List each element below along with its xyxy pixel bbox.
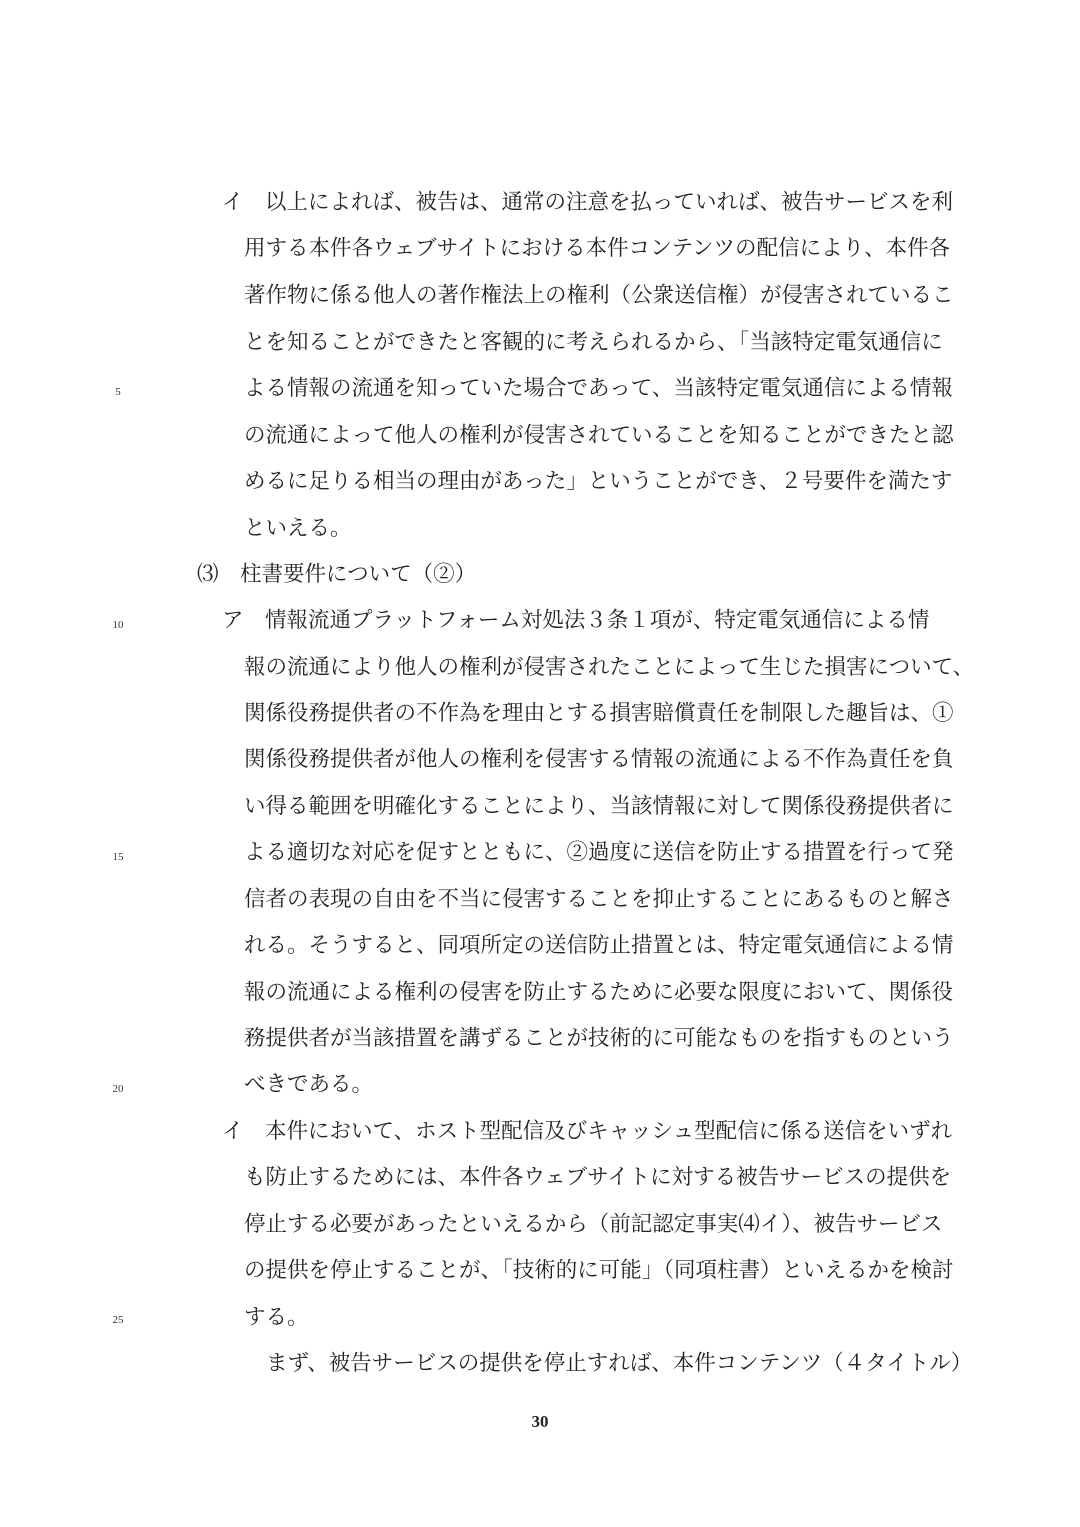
body-line: の流通によって他人の権利が侵害されていることを知ることができたと認: [244, 423, 954, 448]
body-line: い得る範囲を明確化することにより、当該情報に対して関係役務提供者に: [244, 794, 954, 819]
body-line: 務提供者が当該措置を講ずることが技術的に可能なものを指すものという: [244, 1026, 954, 1051]
body-line: 信者の表現の自由を不当に侵害することを抑止することにあるものと解さ: [244, 887, 954, 912]
body-line: 関係役務提供者が他人の権利を侵害する情報の流通による不作為責任を負: [244, 747, 954, 772]
body-line: れる。そうすると、同項所定の送信防止措置とは、特定電気通信による情: [244, 933, 954, 958]
body-line: する。: [244, 1305, 309, 1330]
body-line: ア 情報流通プラットフォーム対処法３条１項が、特定電気通信による情: [222, 608, 930, 633]
body-line: 報の流通により他人の権利が侵害されたことによって生じた損害について、: [244, 655, 975, 680]
page-number: 30: [531, 1412, 549, 1431]
body-line: も防止するためには、本件各ウェブサイトに対する被告サービスの提供を: [244, 1165, 952, 1190]
body-line: めるに足りる相当の理由があった」ということができ、２号要件を満たす: [244, 469, 953, 494]
body-line: 著作物に係る他人の著作権法上の権利（公衆送信権）が侵害されているこ: [244, 283, 954, 308]
margin-line-number: 15: [112, 851, 124, 863]
body-line: 停止する必要があったといえるから（前記認定事実⑷イ）、被告サービス: [244, 1212, 943, 1237]
body-line: 報の流通による権利の侵害を防止するために必要な限度において、関係役: [244, 980, 954, 1005]
margin-line-number: 25: [112, 1314, 124, 1326]
body-line: べきである。: [244, 1072, 374, 1097]
margin-line-number: 20: [112, 1083, 124, 1095]
body-line: の提供を停止することが、「技術的に可能」（同項柱書）といえるかを検討: [244, 1258, 954, 1283]
body-line: 関係役務提供者の不作為を理由とする損害賠償責任を制限した趣旨は、①: [244, 701, 954, 726]
body-line: とを知ることができたと客観的に考えられるから、「当該特定電気通信に: [244, 330, 943, 355]
body-line: よる適切な対応を促すとともに、②過度に送信を防止する措置を行って発: [244, 840, 954, 865]
margin-line-number: 5: [115, 386, 121, 398]
body-line: よる情報の流通を知っていた場合であって、当該特定電気通信による情報: [244, 376, 953, 401]
body-line: イ 本件において、ホスト型配信及びキャッシュ型配信に係る送信をいずれ: [222, 1119, 953, 1144]
margin-line-number: 10: [112, 619, 124, 631]
body-line: 用する本件各ウェブサイトにおける本件コンテンツの配信により、本件各: [244, 236, 951, 261]
body-line: まず、被告サービスの提供を停止すれば、本件コンテンツ（４タイトル）: [266, 1351, 973, 1376]
body-line: といえる。: [244, 516, 352, 541]
body-line: イ 以上によれば、被告は、通常の注意を払っていれば、被告サービスを利: [222, 190, 954, 215]
section-heading: ⑶ 柱書要件について（②）: [197, 562, 477, 587]
